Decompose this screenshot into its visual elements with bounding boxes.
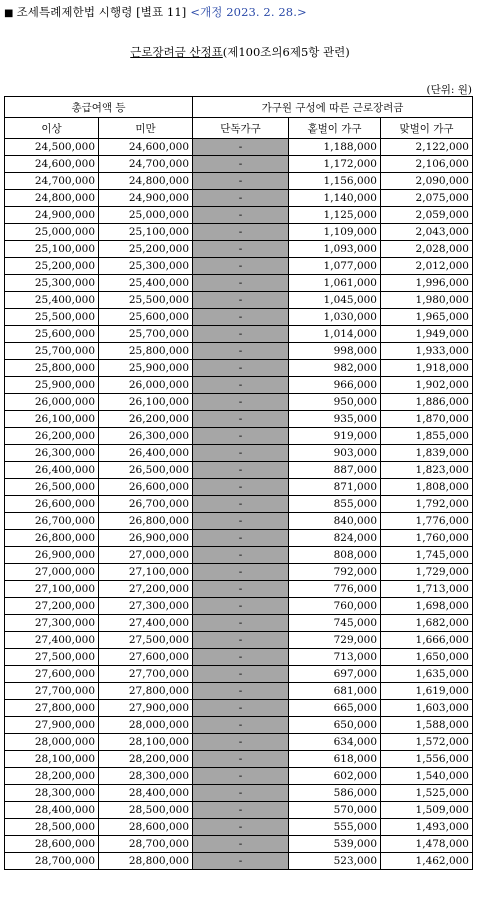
cell-single-earner: 745,000	[289, 615, 381, 632]
incentive-table	[4, 96, 473, 870]
cell-dual-earner: 1,949,000	[381, 326, 473, 343]
cell-max: 25,000,000	[99, 207, 193, 224]
square-bullet-icon: ■	[4, 8, 14, 19]
cell-dual-earner: 1,965,000	[381, 309, 473, 326]
cell-dual-earner: 1,540,000	[381, 768, 473, 785]
cell-single-earner: 1,045,000	[289, 292, 381, 309]
cell-max: 25,200,000	[99, 241, 193, 258]
cell-single: -	[193, 598, 289, 615]
table-row	[5, 581, 473, 598]
cell-dual-earner: 1,556,000	[381, 751, 473, 768]
cell-min: 28,700,000	[5, 853, 99, 870]
cell-single-earner: 792,000	[289, 564, 381, 581]
cell-max: 27,300,000	[99, 598, 193, 615]
cell-min: 26,800,000	[5, 530, 99, 547]
cell-single-earner: 681,000	[289, 683, 381, 700]
cell-dual-earner: 1,855,000	[381, 428, 473, 445]
cell-single: -	[193, 547, 289, 564]
cell-single-earner: 855,000	[289, 496, 381, 513]
cell-single-earner: 824,000	[289, 530, 381, 547]
header-single-earner: 홑벌이 가구	[289, 118, 381, 139]
table-row	[5, 666, 473, 683]
cell-single-earner: 1,156,000	[289, 173, 381, 190]
cell-single: -	[193, 615, 289, 632]
table-row	[5, 428, 473, 445]
table-row	[5, 445, 473, 462]
cell-min: 28,500,000	[5, 819, 99, 836]
header-row-group	[5, 97, 473, 118]
cell-dual-earner: 1,478,000	[381, 836, 473, 853]
cell-max: 27,800,000	[99, 683, 193, 700]
cell-dual-earner: 1,745,000	[381, 547, 473, 564]
cell-dual-earner: 1,619,000	[381, 683, 473, 700]
table-row	[5, 615, 473, 632]
cell-max: 26,400,000	[99, 445, 193, 462]
header-max: 미만	[99, 118, 193, 139]
cell-min: 24,700,000	[5, 173, 99, 190]
table-row	[5, 530, 473, 547]
table-row	[5, 547, 473, 564]
cell-single: -	[193, 649, 289, 666]
cell-max: 25,500,000	[99, 292, 193, 309]
cell-single: -	[193, 360, 289, 377]
cell-dual-earner: 1,713,000	[381, 581, 473, 598]
table-title-reference: (제100조의6제5항 관련)	[222, 45, 350, 59]
cell-single: -	[193, 666, 289, 683]
cell-dual-earner: 1,886,000	[381, 394, 473, 411]
table-row	[5, 700, 473, 717]
cell-single-earner: 982,000	[289, 360, 381, 377]
cell-dual-earner: 1,792,000	[381, 496, 473, 513]
table-row	[5, 819, 473, 836]
cell-single: -	[193, 190, 289, 207]
cell-single-earner: 808,000	[289, 547, 381, 564]
cell-max: 28,300,000	[99, 768, 193, 785]
cell-dual-earner: 1,808,000	[381, 479, 473, 496]
cell-min: 27,700,000	[5, 683, 99, 700]
cell-min: 27,400,000	[5, 632, 99, 649]
cell-single: -	[193, 581, 289, 598]
cell-min: 25,900,000	[5, 377, 99, 394]
cell-min: 25,400,000	[5, 292, 99, 309]
cell-single-earner: 618,000	[289, 751, 381, 768]
cell-dual-earner: 1,776,000	[381, 513, 473, 530]
cell-min: 27,200,000	[5, 598, 99, 615]
cell-single: -	[193, 564, 289, 581]
cell-max: 25,100,000	[99, 224, 193, 241]
cell-single-earner: 776,000	[289, 581, 381, 598]
cell-single: -	[193, 734, 289, 751]
cell-single-earner: 840,000	[289, 513, 381, 530]
cell-dual-earner: 1,462,000	[381, 853, 473, 870]
cell-max: 27,400,000	[99, 615, 193, 632]
table-row	[5, 734, 473, 751]
cell-dual-earner: 1,635,000	[381, 666, 473, 683]
cell-dual-earner: 1,870,000	[381, 411, 473, 428]
table-row	[5, 343, 473, 360]
cell-dual-earner: 1,588,000	[381, 717, 473, 734]
table-row	[5, 139, 473, 156]
cell-single: -	[193, 751, 289, 768]
cell-dual-earner: 1,698,000	[381, 598, 473, 615]
cell-min: 26,500,000	[5, 479, 99, 496]
cell-min: 26,200,000	[5, 428, 99, 445]
cell-max: 27,500,000	[99, 632, 193, 649]
cell-single: -	[193, 156, 289, 173]
cell-max: 28,400,000	[99, 785, 193, 802]
cell-single-earner: 586,000	[289, 785, 381, 802]
table-row	[5, 309, 473, 326]
table-row	[5, 224, 473, 241]
header-single: 단독가구	[193, 118, 289, 139]
cell-single-earner: 887,000	[289, 462, 381, 479]
cell-min: 25,800,000	[5, 360, 99, 377]
cell-dual-earner: 1,682,000	[381, 615, 473, 632]
cell-dual-earner: 1,996,000	[381, 275, 473, 292]
cell-max: 28,100,000	[99, 734, 193, 751]
cell-min: 25,100,000	[5, 241, 99, 258]
cell-single-earner: 1,188,000	[289, 139, 381, 156]
cell-single: -	[193, 513, 289, 530]
cell-single-earner: 665,000	[289, 700, 381, 717]
cell-min: 28,200,000	[5, 768, 99, 785]
cell-min: 27,000,000	[5, 564, 99, 581]
table-row	[5, 632, 473, 649]
cell-dual-earner: 1,666,000	[381, 632, 473, 649]
cell-dual-earner: 2,075,000	[381, 190, 473, 207]
table-row	[5, 156, 473, 173]
cell-single-earner: 966,000	[289, 377, 381, 394]
cell-single: -	[193, 207, 289, 224]
cell-dual-earner: 2,090,000	[381, 173, 473, 190]
cell-dual-earner: 1,980,000	[381, 292, 473, 309]
cell-single-earner: 570,000	[289, 802, 381, 819]
table-title	[0, 44, 480, 60]
cell-max: 26,000,000	[99, 377, 193, 394]
cell-max: 25,600,000	[99, 309, 193, 326]
cell-single-earner: 729,000	[289, 632, 381, 649]
table-row	[5, 462, 473, 479]
header-household-incentive: 가구원 구성에 따른 근로장려금	[193, 97, 473, 118]
cell-single: -	[193, 802, 289, 819]
unit-label: (단위: 원)	[426, 84, 472, 96]
cell-max: 28,200,000	[99, 751, 193, 768]
table-row	[5, 394, 473, 411]
cell-single-earner: 919,000	[289, 428, 381, 445]
table-row	[5, 190, 473, 207]
cell-min: 28,000,000	[5, 734, 99, 751]
cell-min: 26,300,000	[5, 445, 99, 462]
cell-min: 26,600,000	[5, 496, 99, 513]
cell-single-earner: 1,014,000	[289, 326, 381, 343]
cell-single: -	[193, 700, 289, 717]
table-row	[5, 768, 473, 785]
cell-single: -	[193, 411, 289, 428]
table-row	[5, 598, 473, 615]
cell-single-earner: 539,000	[289, 836, 381, 853]
table-row	[5, 513, 473, 530]
cell-single: -	[193, 224, 289, 241]
cell-single-earner: 760,000	[289, 598, 381, 615]
cell-max: 28,600,000	[99, 819, 193, 836]
cell-dual-earner: 2,106,000	[381, 156, 473, 173]
cell-max: 28,000,000	[99, 717, 193, 734]
table-row	[5, 241, 473, 258]
cell-max: 25,300,000	[99, 258, 193, 275]
cell-max: 27,100,000	[99, 564, 193, 581]
cell-single: -	[193, 853, 289, 870]
cell-dual-earner: 2,122,000	[381, 139, 473, 156]
table-row	[5, 207, 473, 224]
cell-max: 27,900,000	[99, 700, 193, 717]
cell-max: 26,600,000	[99, 479, 193, 496]
cell-min: 27,600,000	[5, 666, 99, 683]
cell-single-earner: 713,000	[289, 649, 381, 666]
cell-max: 24,700,000	[99, 156, 193, 173]
cell-single-earner: 1,125,000	[289, 207, 381, 224]
cell-single: -	[193, 173, 289, 190]
cell-max: 26,900,000	[99, 530, 193, 547]
cell-single-earner: 871,000	[289, 479, 381, 496]
cell-single: -	[193, 394, 289, 411]
table-row	[5, 853, 473, 870]
cell-dual-earner: 1,650,000	[381, 649, 473, 666]
cell-dual-earner: 2,059,000	[381, 207, 473, 224]
cell-dual-earner: 1,525,000	[381, 785, 473, 802]
cell-min: 27,900,000	[5, 717, 99, 734]
cell-dual-earner: 1,603,000	[381, 700, 473, 717]
cell-single: -	[193, 683, 289, 700]
cell-max: 27,600,000	[99, 649, 193, 666]
cell-dual-earner: 1,902,000	[381, 377, 473, 394]
header-total-income: 총급여액 등	[5, 97, 193, 118]
table-row	[5, 649, 473, 666]
cell-single: -	[193, 326, 289, 343]
cell-max: 25,900,000	[99, 360, 193, 377]
table-row	[5, 479, 473, 496]
cell-dual-earner: 1,839,000	[381, 445, 473, 462]
cell-single-earner: 998,000	[289, 343, 381, 360]
cell-single: -	[193, 717, 289, 734]
cell-max: 28,700,000	[99, 836, 193, 853]
cell-max: 27,000,000	[99, 547, 193, 564]
cell-max: 26,300,000	[99, 428, 193, 445]
cell-min: 28,400,000	[5, 802, 99, 819]
cell-single-earner: 523,000	[289, 853, 381, 870]
cell-dual-earner: 1,933,000	[381, 343, 473, 360]
cell-single: -	[193, 275, 289, 292]
cell-min: 25,600,000	[5, 326, 99, 343]
cell-min: 25,500,000	[5, 309, 99, 326]
cell-max: 25,400,000	[99, 275, 193, 292]
cell-single: -	[193, 462, 289, 479]
table-row	[5, 377, 473, 394]
cell-max: 24,900,000	[99, 190, 193, 207]
cell-single: -	[193, 632, 289, 649]
table-row	[5, 564, 473, 581]
cell-max: 27,700,000	[99, 666, 193, 683]
cell-single-earner: 1,093,000	[289, 241, 381, 258]
cell-min: 28,300,000	[5, 785, 99, 802]
cell-dual-earner: 1,493,000	[381, 819, 473, 836]
cell-single: -	[193, 139, 289, 156]
cell-single: -	[193, 836, 289, 853]
cell-single: -	[193, 309, 289, 326]
table-title-main: 근로장려금 산정표	[130, 45, 223, 59]
cell-dual-earner: 2,028,000	[381, 241, 473, 258]
cell-single: -	[193, 496, 289, 513]
table-row	[5, 717, 473, 734]
cell-single-earner: 555,000	[289, 819, 381, 836]
cell-min: 27,500,000	[5, 649, 99, 666]
table-row	[5, 785, 473, 802]
cell-min: 26,700,000	[5, 513, 99, 530]
cell-max: 28,800,000	[99, 853, 193, 870]
cell-dual-earner: 1,823,000	[381, 462, 473, 479]
cell-min: 26,400,000	[5, 462, 99, 479]
cell-single: -	[193, 530, 289, 547]
law-title: 조세특례제한법 시행령 [별표 11]	[16, 5, 187, 19]
cell-min: 28,600,000	[5, 836, 99, 853]
cell-single-earner: 1,030,000	[289, 309, 381, 326]
cell-single: -	[193, 768, 289, 785]
cell-min: 24,800,000	[5, 190, 99, 207]
cell-max: 26,700,000	[99, 496, 193, 513]
cell-min: 24,900,000	[5, 207, 99, 224]
cell-single: -	[193, 241, 289, 258]
cell-single: -	[193, 428, 289, 445]
table-row	[5, 496, 473, 513]
cell-min: 25,000,000	[5, 224, 99, 241]
cell-single: -	[193, 479, 289, 496]
header-dual-earner: 맞벌이 가구	[381, 118, 473, 139]
cell-max: 24,600,000	[99, 139, 193, 156]
cell-min: 27,300,000	[5, 615, 99, 632]
cell-single-earner: 935,000	[289, 411, 381, 428]
cell-single: -	[193, 343, 289, 360]
cell-max: 28,500,000	[99, 802, 193, 819]
cell-single: -	[193, 445, 289, 462]
cell-min: 27,800,000	[5, 700, 99, 717]
cell-single-earner: 1,077,000	[289, 258, 381, 275]
table-body	[5, 139, 473, 870]
cell-max: 27,200,000	[99, 581, 193, 598]
cell-dual-earner: 1,509,000	[381, 802, 473, 819]
cell-max: 25,800,000	[99, 343, 193, 360]
table-row	[5, 258, 473, 275]
table-row	[5, 836, 473, 853]
cell-single-earner: 697,000	[289, 666, 381, 683]
table-row	[5, 802, 473, 819]
cell-min: 28,100,000	[5, 751, 99, 768]
cell-single: -	[193, 377, 289, 394]
cell-dual-earner: 1,760,000	[381, 530, 473, 547]
cell-dual-earner: 1,572,000	[381, 734, 473, 751]
cell-min: 26,100,000	[5, 411, 99, 428]
cell-single: -	[193, 258, 289, 275]
cell-single-earner: 634,000	[289, 734, 381, 751]
table-row	[5, 411, 473, 428]
table-row	[5, 292, 473, 309]
table-row	[5, 173, 473, 190]
table-row	[5, 683, 473, 700]
cell-single: -	[193, 292, 289, 309]
cell-single: -	[193, 819, 289, 836]
cell-single-earner: 1,109,000	[289, 224, 381, 241]
header-min: 이상	[5, 118, 99, 139]
cell-max: 26,200,000	[99, 411, 193, 428]
cell-single-earner: 903,000	[289, 445, 381, 462]
cell-min: 25,300,000	[5, 275, 99, 292]
cell-min: 27,100,000	[5, 581, 99, 598]
cell-max: 26,800,000	[99, 513, 193, 530]
cell-single: -	[193, 785, 289, 802]
cell-single-earner: 650,000	[289, 717, 381, 734]
cell-min: 24,600,000	[5, 156, 99, 173]
cell-dual-earner: 2,012,000	[381, 258, 473, 275]
cell-min: 26,000,000	[5, 394, 99, 411]
cell-dual-earner: 1,729,000	[381, 564, 473, 581]
cell-min: 24,500,000	[5, 139, 99, 156]
cell-min: 25,200,000	[5, 258, 99, 275]
cell-single-earner: 1,061,000	[289, 275, 381, 292]
table-row	[5, 275, 473, 292]
cell-dual-earner: 1,918,000	[381, 360, 473, 377]
cell-max: 24,800,000	[99, 173, 193, 190]
cell-single-earner: 602,000	[289, 768, 381, 785]
table-row	[5, 360, 473, 377]
cell-min: 25,700,000	[5, 343, 99, 360]
amendment-link[interactable]: <개정 2023. 2. 28.>	[190, 5, 307, 19]
document-header	[4, 4, 307, 20]
cell-dual-earner: 2,043,000	[381, 224, 473, 241]
cell-single-earner: 1,140,000	[289, 190, 381, 207]
cell-max: 26,500,000	[99, 462, 193, 479]
cell-single-earner: 950,000	[289, 394, 381, 411]
header-row-columns	[5, 118, 473, 139]
cell-min: 26,900,000	[5, 547, 99, 564]
table-row	[5, 326, 473, 343]
table-row	[5, 751, 473, 768]
cell-single-earner: 1,172,000	[289, 156, 381, 173]
cell-max: 25,700,000	[99, 326, 193, 343]
cell-max: 26,100,000	[99, 394, 193, 411]
